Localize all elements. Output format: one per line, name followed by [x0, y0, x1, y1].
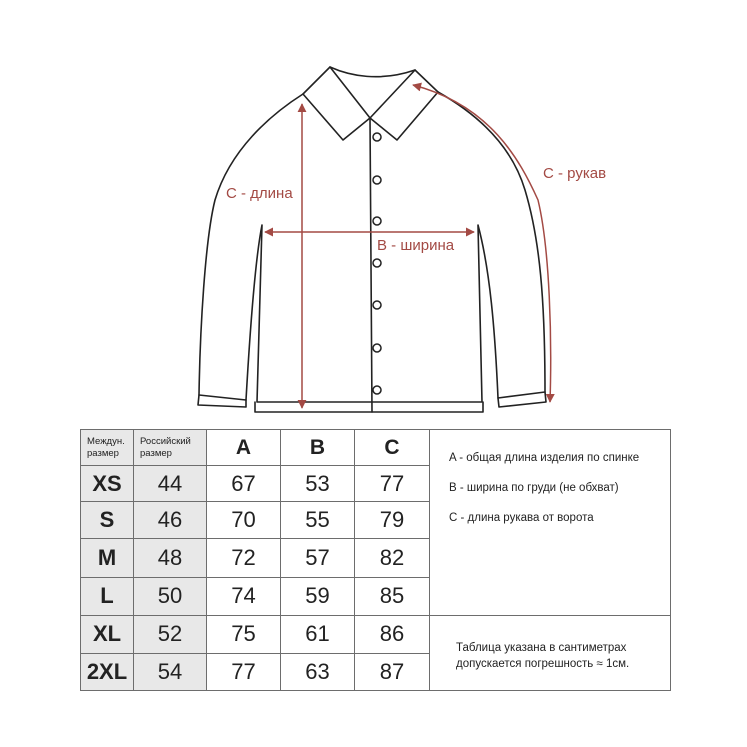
value-c: 86 — [355, 615, 430, 653]
value-b: 61 — [281, 615, 355, 653]
ru-size: 48 — [134, 539, 207, 577]
value-c: 79 — [355, 502, 430, 539]
intl-size: M — [81, 539, 134, 577]
header-b: B — [281, 430, 355, 466]
value-b: 55 — [281, 502, 355, 539]
legend — [430, 430, 671, 616]
value-a: 74 — [207, 577, 281, 615]
header-intl-size: Междун. размер — [81, 430, 134, 466]
value-c: 77 — [355, 466, 430, 502]
shirt-outline — [198, 67, 546, 412]
legend-item-b: B - ширина по груди (не обхват) — [449, 482, 619, 494]
note-line-2: допускается погрешность ≈ 1см. — [456, 658, 630, 671]
header-a: A — [207, 430, 281, 466]
ru-size: 44 — [134, 466, 207, 502]
header-c: C — [355, 430, 430, 466]
value-b: 63 — [281, 653, 355, 690]
length-label: C - длина — [226, 185, 293, 202]
shirt-buttons — [373, 133, 381, 394]
sleeve-label: C - рукав — [543, 165, 607, 182]
measurement-note — [456, 640, 629, 672]
value-a: 70 — [207, 502, 281, 539]
value-c: 82 — [355, 539, 430, 577]
note-line-1: Таблица указана в сантиметрах — [456, 642, 627, 654]
intl-size: 2XL — [81, 653, 134, 690]
value-b: 57 — [281, 539, 355, 577]
legend-item-a: A - общая длина изделия по спинке — [449, 452, 640, 464]
ru-size: 46 — [134, 502, 207, 539]
ru-size: 50 — [134, 577, 207, 615]
value-b: 53 — [281, 466, 355, 502]
intl-size: S — [81, 502, 134, 539]
header-ru-size: Российский размер — [134, 430, 207, 466]
intl-size: XS — [81, 466, 134, 502]
intl-size: L — [81, 577, 134, 615]
value-a: 67 — [207, 466, 281, 502]
value-b: 59 — [281, 577, 355, 615]
table-header-row — [81, 430, 671, 466]
value-a: 77 — [207, 653, 281, 690]
ru-size: 54 — [134, 653, 207, 690]
value-a: 72 — [207, 539, 281, 577]
ru-size: 52 — [134, 615, 207, 653]
width-label: B - ширина — [377, 237, 455, 254]
value-c: 87 — [355, 653, 430, 690]
value-a: 75 — [207, 615, 281, 653]
value-c: 85 — [355, 577, 430, 615]
legend-item-c: C - длина рукава от ворота — [449, 512, 594, 524]
intl-size: XL — [81, 615, 134, 653]
